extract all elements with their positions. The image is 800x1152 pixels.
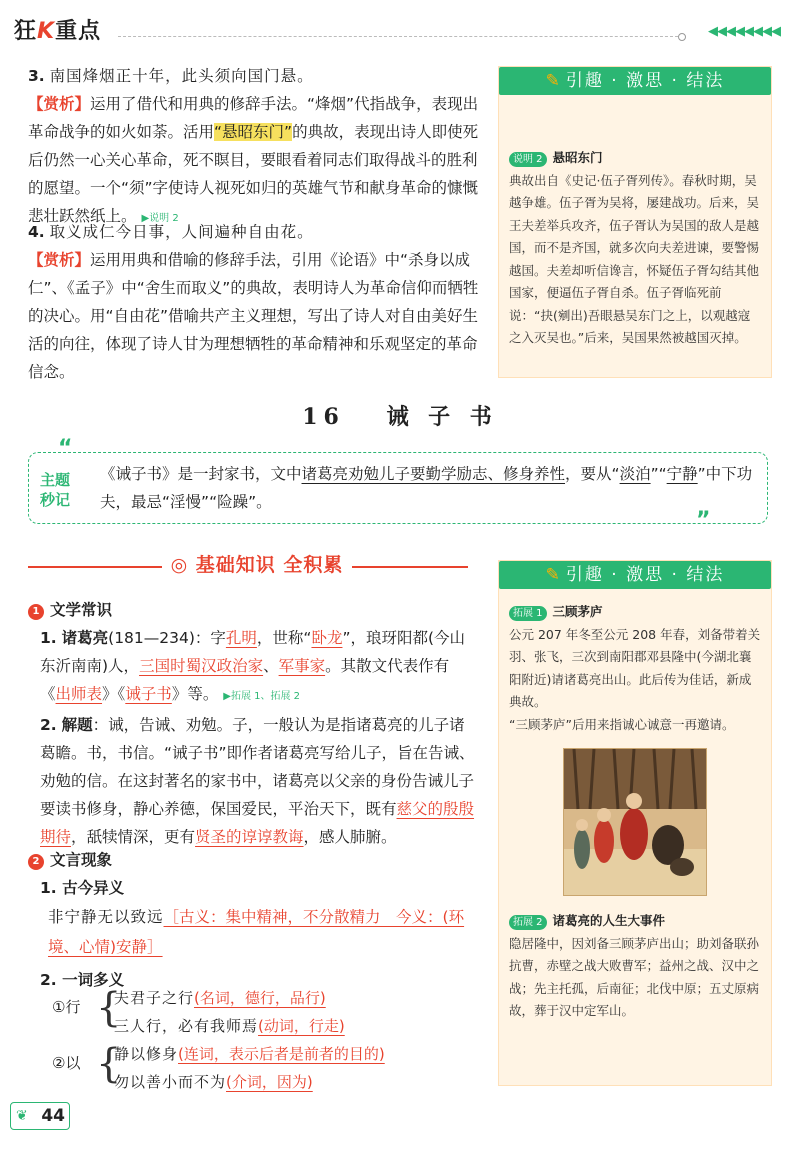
section-2-title: 文言现象 [50,851,113,869]
section-1-title: 文学常识 [50,601,113,619]
item-4-number: 4. [28,223,45,241]
sidebar-box-2-body [499,589,771,1031]
section-banner-text: 基础知识 全积累 [195,554,344,576]
box-2-title-2: 诸葛亮的人生大事件 [552,913,666,928]
box-2-text-1: 公元 207 年冬至公元 208 年春，刘备带着关羽、张飞，三次到南阳郡邓县隆中(今湖北襄阳附近)请诸葛亮出山。此后传为佳话，新成典故。 [509,626,761,709]
polysemy-1-label: ①行 [52,998,81,1016]
lit-item-1-role-1: 三国时蜀汉政治家 [139,657,264,675]
theme-label-2: 秒记 [40,491,71,509]
item-3-analysis [28,90,484,233]
analysis-tag: 【赏析】 [28,251,91,269]
item-3-verse [28,62,484,90]
box-2-title-row-2 [509,910,761,933]
lit-item-1-d: 。其散文代表作有《 [40,657,450,703]
analysis-tag: 【赏析】 [28,95,91,113]
lit-item-1-e: 》《 [102,685,126,703]
item-4-analysis-text: 运用用典和借喻的修辞手法，引用《论语》中“杀身以成仁”、《孟子》中“舍生而取义”的典故，表明诗人为革命信仰而牺牲的决心。用“自由花”借喻共产主义理想，写出了诗人对自由美好生活的向往，体现了诗人甘为理想牺牲的革命精神和乐观坚定的革命信念。 [28,251,479,381]
lit-item-1-work-2: 诫子书 [125,685,172,703]
polysemy-1-lines [114,984,494,1040]
swirl-icon: ◎ [170,554,189,576]
painting-image [564,749,706,895]
box-1-text: 典故出自《史记·伍子胥列传》。春秋时期，吴越争雄。伍子胥为吴将，屡建战功。后来，吴王夫差举兵攻齐，伍子胥认为吴国的敌人是越国，而不是齐国，就多次向夫差进谏，要警惕越国。夫差却听信谗言，怀疑伍子胥勾结其他国家，便逼伍子胥自杀。伍子胥临死前说：“抉(剜出)吾眼悬吴东门之上，以观越寇之入灭吴也。”后来，吴国果然被越国灭掉。 [509,172,760,345]
lit-item-1-ref-link[interactable]: ▶拓展 1、拓展 2 [223,691,301,702]
theme-text-b: ，要从“ [565,465,620,483]
brand-k: K [37,19,56,44]
lit-item-2-hl-2: 贤圣的谆谆教诲 [195,828,304,846]
box-2-title-row-1 [509,601,761,624]
brand-logo [14,14,101,45]
box-2-text-1b: “三顾茅庐”后用来指诚心诚意一再邀请。 [509,716,735,732]
theme-text-e: ”“ [201,493,218,511]
leaf-icon: ❦ [16,1108,28,1124]
lit-item-1-f: 》等。 [171,685,219,703]
sidebar-box-1-body [499,95,771,358]
box-2-pill-1: 拓展 1 [509,606,547,621]
box-2-title-1: 三顾茅庐 [552,604,603,619]
box-1-title-row [509,147,761,170]
section-2-badge: 2 [28,854,44,870]
polysemy-2-line-2 [114,1068,494,1096]
lit-item-2-label: 解题 [61,716,93,734]
theme-text-c: ”“ [650,465,667,483]
sub-heading-1: 1. 古今异义 [40,879,125,897]
lit-item-1-zi: 孔明 [225,629,257,647]
item-3-verse-text: 南国烽烟正十年，此头须向国门悬。 [49,67,314,85]
ancient-modern-verse: 非宁静无以致远 [48,908,164,926]
item-4-analysis [28,246,484,386]
sidebar-box-1-heading: 引趣 · 激思 · 结法 [565,71,725,91]
lit-item-2-a: ：诫，告诫、劝勉。子，一般认为是指诸葛亮的儿子诸葛瞻。书，书信。“诫子书”即作者诸葛亮写给儿子，旨在告诫、劝勉的信。在这封著名的家书中，诸葛亮以父亲的身份告诫儿子要读书修身，静心养德，保国爱民，平治天下，既有 [40,716,475,818]
sidebar-box-2-heading: 引趣 · 激思 · 结法 [565,565,725,585]
polysemy-2-verse-2: 勿以善小而不为 [114,1073,227,1091]
lit-item-1-num: 1. [40,629,57,647]
lit-item-1-a: (181—234)：字 [108,629,226,647]
lesson-name: 诫 子 书 [386,404,498,430]
sidebar-box-1 [498,66,772,378]
box-1-pill: 说明 2 [509,152,547,167]
lesson-title [0,400,800,431]
theme-text-d: ”中下功夫，最忌“ [100,465,753,511]
lit-item-1-role-2: 军事家 [278,657,326,675]
polysemy-1-line-2 [114,1012,494,1040]
theme-underline: 诸葛亮劝勉儿子要勤学励志、修身养性 [301,465,566,483]
lit-item-1-work-1: 出师表 [55,685,103,703]
polysemy-1-gloss-1: (名词，德行，品行) [194,989,326,1007]
sidebar-box-2-header [499,561,771,589]
header-divider [118,36,678,37]
item-4-verse [28,218,484,246]
sidebar-box-1-header [499,67,771,95]
item-3-highlight: “悬昭东门” [214,123,293,141]
theme-word-4: 险躁 [217,493,249,511]
theme-word-3: 淫慢 [170,493,202,511]
brace-icon: { [96,1041,122,1087]
header-dot [678,33,686,41]
lit-item-1-c: ”，琅玡阳都(今山东沂南南)人， [40,629,466,675]
lightbulb-icon: ✎ [545,565,562,585]
quote-open-icon: “ [58,436,73,461]
section-literature [28,596,480,851]
polysemy-2-line-1 [114,1040,494,1068]
ancient-modern-item [28,902,480,962]
polysemy-1-verse-2: 三人行，必有我师焉 [114,1017,259,1035]
ancient-modern-gloss: ［古义：集中精神，不分散精力 今义：(环境、心情)安静］ [48,908,465,956]
section-banner [162,550,352,577]
section-1-badge: 1 [28,604,44,620]
quote-close-icon: ” [696,508,711,533]
polysemy-1-verse-1: 夫君子之行 [114,989,195,1007]
lit-item-2-hl-1: 慈父的殷殷期待 [40,800,475,846]
sidebar-box-2 [498,560,772,1086]
box-2-text-2: 隐居隆中，因刘备三顾茅庐出山；助刘备联孙抗曹，赤壁之战大败曹军；益州之战、汉中之战；先主托孤，后南征；北伐中原；五丈原病故，葬于汉中定军山。 [509,935,760,1018]
item-3-analysis-b: 的典故，表现出诗人即使死后仍然一心关心革命，死不瞑目，要眼看着同志们取得战斗的胜利的愿望。一个“须”字使诗人视死如归的英雄气节和献身革命的慷慨悲壮跃然纸上。 [28,123,479,225]
section-1-heading [28,596,480,624]
lit-item-1-label: 诸葛亮 [61,629,109,647]
item-4-verse-text: 取义成仁今日事，人间遍种自由花。 [49,223,314,241]
lit-item-1-hao: 卧龙 [311,629,343,647]
theme-text-a: 《诫子书》是一封家书，文中 [100,465,302,483]
header-arrows: ◀◀◀◀◀◀◀◀ [708,24,780,39]
theme-label-1: 主题 [40,471,71,489]
theme-label [40,470,70,510]
lit-item-1-b: ，世称“ [256,629,312,647]
polysemy-2-gloss-1: (连词，表示后者是前者的目的) [178,1045,385,1063]
lit-item-2-b: ，舐犊情深，更有 [71,828,196,846]
brace-icon: { [96,985,122,1031]
theme-word-1: 淡泊 [619,465,651,483]
lit-item-2-c: ，感人肺腑。 [303,828,397,846]
polysemy-1-line-1 [114,984,494,1012]
brand-right: 重点 [55,19,102,44]
item-3 [28,62,484,233]
item-3-analysis-a: 运用了借代和用典的修辞手法。“烽烟”代指战争，表现出革命战争的如火如荼。活用 [28,95,479,141]
theme-text [100,460,760,516]
box-2-pill-2: 拓展 2 [509,915,547,930]
brand-left: 狂 [14,19,38,44]
section-2-heading [28,846,480,874]
polysemy-2-lines [114,1040,494,1096]
polysemy-2-verse-1: 静以修身 [114,1045,179,1063]
theme-text-f: ”。 [248,493,272,511]
zhuge-painting [563,748,707,896]
polysemy-2-label: ②以 [52,1054,81,1072]
lit-item-1 [28,624,480,711]
lit-item-1-sep: 、 [263,657,279,675]
lit-item-2-num: 2. [40,716,57,734]
lightbulb-icon: ✎ [545,71,562,91]
lit-item-2 [28,711,480,851]
item-4 [28,218,484,386]
polysemy-2-gloss-2: (介词，因为) [226,1073,313,1091]
theme-word-2: 宁静 [666,465,698,483]
section-classical [28,846,480,994]
item-3-number: 3. [28,67,45,85]
sub-heading-2: 2. 一词多义 [40,971,125,989]
lesson-number: 16 [302,404,345,430]
polysemy-1-gloss-2: (动词，行走) [258,1017,345,1035]
item-3-ref-link[interactable]: ▶说明 2 [141,213,179,224]
page-number: 44 [10,1102,70,1130]
box-1-title: 悬昭东门 [552,150,603,165]
